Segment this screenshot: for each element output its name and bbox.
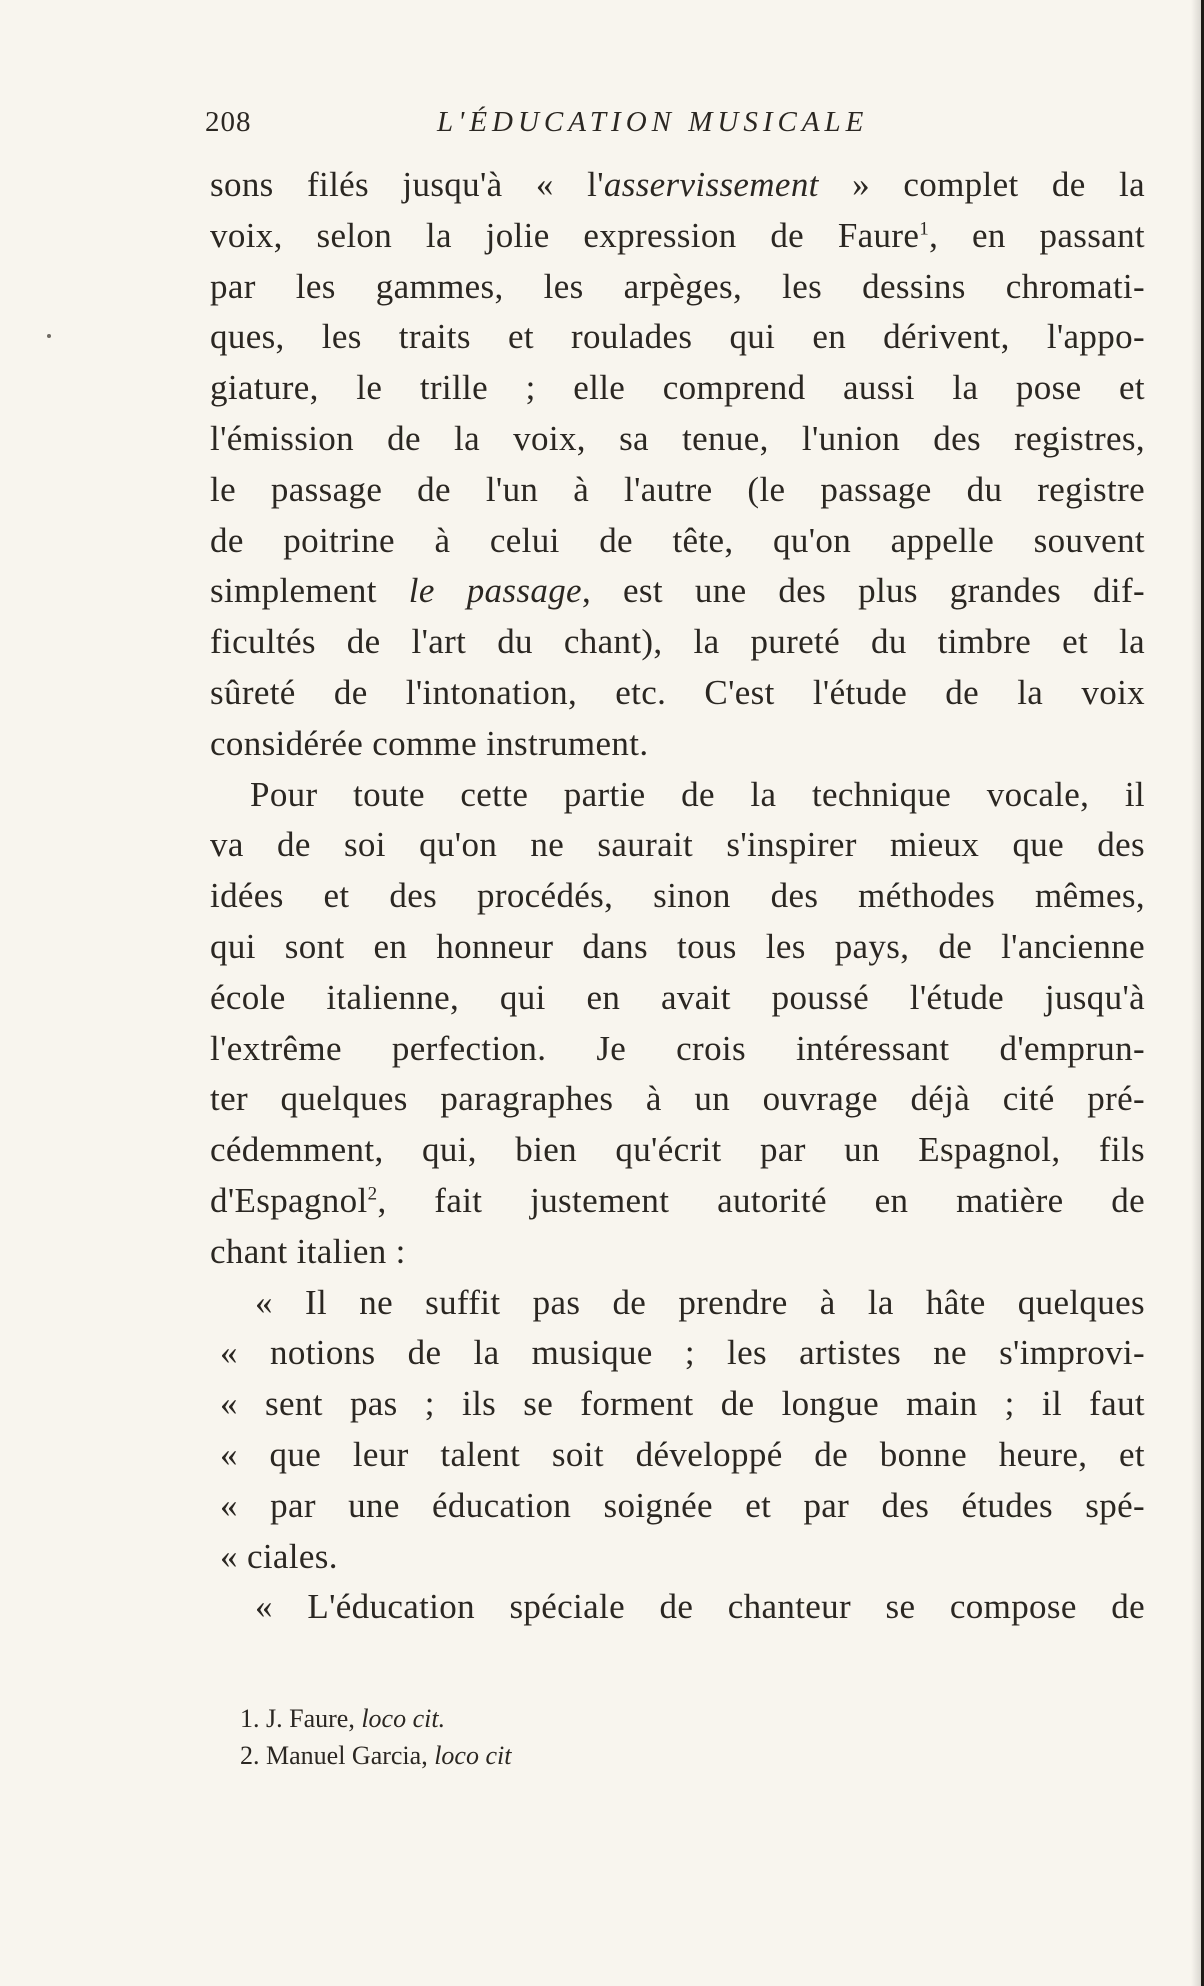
text-run: voix, selon la jolie expression de Faure <box>210 215 920 255</box>
text-line: cédemment, qui, bien qu'écrit par un Espagnol, fils <box>210 1130 1145 1170</box>
text-line <box>210 211 1145 262</box>
text-line <box>210 160 1145 211</box>
running-title: L'ÉDUCATION MUSICALE <box>437 106 869 138</box>
text-run: , est une des plus grandes dif- <box>581 571 1145 611</box>
quote-line: « notions de la musique ; les artistes ne s'improvi- <box>220 1333 1145 1373</box>
footnote-ref: 2 <box>367 1183 378 1205</box>
text-line: ques, les traits et roulades qui en dérivent, l'appo- <box>210 317 1145 357</box>
text-run: » complet de la <box>818 165 1145 204</box>
quote-line: « sent pas ; ils se forment de longue main ; il faut <box>220 1384 1145 1424</box>
quote-line: « que leur talent soit développé de bonne heure, et <box>220 1434 1145 1474</box>
footnote-1 <box>240 1700 940 1737</box>
body-text <box>210 160 1145 1633</box>
italic-term: asservissement <box>603 165 819 204</box>
footnote-text: 1. J. Faure, <box>240 1704 362 1733</box>
text-run: simplement <box>210 571 409 611</box>
text-line: ter quelques paragraphes à un ouvrage déjà cité pré- <box>210 1079 1145 1119</box>
italic-term: le passage <box>408 571 582 611</box>
text-line: le passage de l'un à l'autre (le passage du registre <box>210 469 1145 509</box>
text-line: chant italien : <box>210 1231 406 1271</box>
text-run: , fait justement autorité en matière de <box>377 1180 1145 1220</box>
text-line: l'extrême perfection. Je crois intéressant d'emprun- <box>210 1028 1145 1068</box>
text-line: giature, le trille ; elle comprend aussi la pose et <box>210 368 1145 408</box>
quote-line: « ciales. <box>220 1536 338 1576</box>
text-run: d'Espagnol <box>210 1180 368 1220</box>
text-run: sons filés jusqu'à « l' <box>210 165 604 204</box>
footnote-citation: loco cit. <box>361 1704 446 1733</box>
footnote-ref: 1 <box>919 218 930 240</box>
text-line <box>210 566 1145 617</box>
text-line: considérée comme instrument. <box>210 723 649 763</box>
text-line: ficultés de l'art du chant), la pureté du timbre et la <box>210 622 1145 662</box>
text-line: par les gammes, les arpèges, les dessins chromati- <box>210 266 1145 306</box>
text-run: , en passant <box>929 215 1145 255</box>
paragraph-start: Pour toute cette partie de la technique vocale, il <box>250 774 1145 814</box>
text-line: sûreté de l'intonation, etc. C'est l'étude de la voix <box>210 672 1145 712</box>
text-line: idées et des procédés, sinon des méthodes mêmes, <box>210 876 1145 916</box>
text-line: qui sont en honneur dans tous les pays, de l'ancienne <box>210 926 1145 966</box>
text-line <box>210 1176 1145 1227</box>
footnote-text: 2. Manuel Garcia, <box>240 1741 435 1770</box>
quote-start: « L'éducation spéciale de chanteur se compose de <box>255 1587 1145 1627</box>
margin-speck <box>47 334 51 338</box>
page-edge-shadow <box>1191 0 1201 1986</box>
text-line: école italienne, qui en avait poussé l'étude jusqu'à <box>210 977 1145 1017</box>
text-line: de poitrine à celui de tête, qu'on appelle souvent <box>210 520 1145 560</box>
page-number: 208 <box>205 106 252 138</box>
quote-start: « Il ne suffit pas de prendre à la hâte quelques <box>255 1282 1145 1322</box>
footnote-citation: loco cit <box>434 1741 512 1770</box>
quote-line: « par une éducation soignée et par des études spé- <box>220 1485 1145 1525</box>
text-line: va de soi qu'on ne saurait s'inspirer mieux que des <box>210 825 1145 865</box>
text-line: l'émission de la voix, sa tenue, l'union des registres, <box>210 418 1145 458</box>
page-header <box>205 106 905 146</box>
footnote-2 <box>240 1737 940 1774</box>
footnotes <box>240 1700 940 1774</box>
